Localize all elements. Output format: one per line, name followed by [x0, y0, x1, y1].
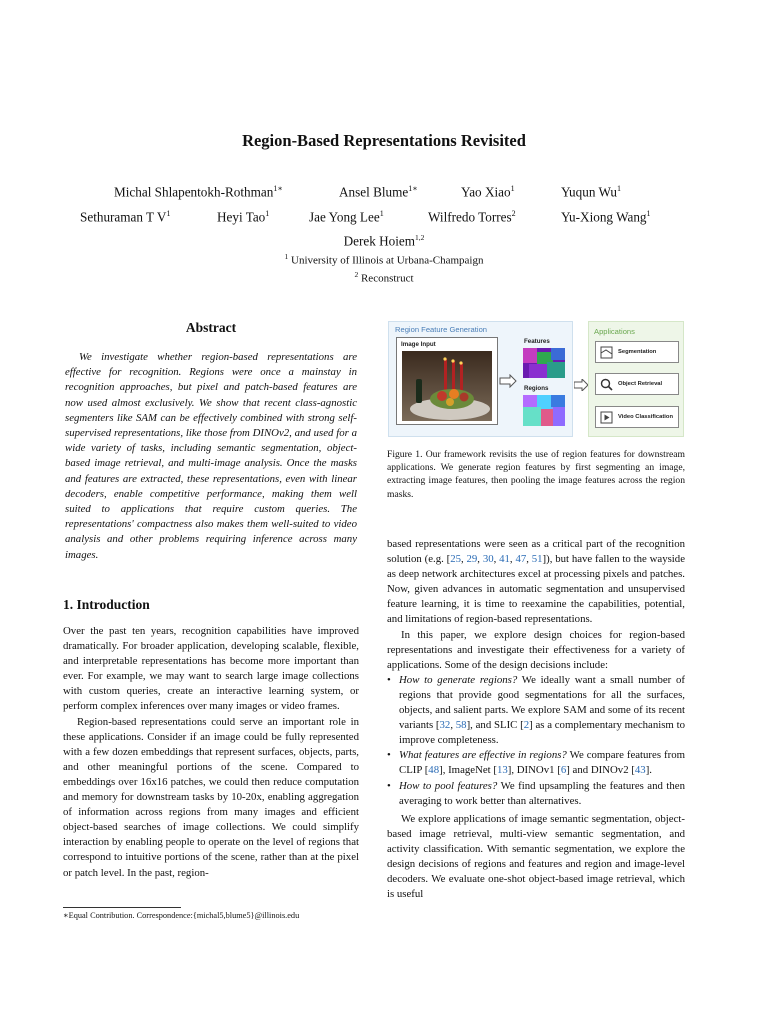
app-object-retrieval: Object Retrieval	[595, 373, 679, 395]
regions-label: Regions	[524, 385, 549, 392]
arrow-icon	[574, 379, 588, 391]
section-heading-introduction: 1. Introduction	[63, 597, 150, 612]
list-item: • How to generate regions? We ideally want a small number of regions that provide good segmentations for all the surfaces, objects, and salient parts. We explore SAM and some of its recent variants [32, 58], and SLIC [2] as a complementary mechanism to improve completeness.	[387, 673, 685, 747]
citation-link[interactable]: 6	[560, 764, 567, 777]
citation-link[interactable]: 41	[499, 553, 510, 566]
features-label: Features	[524, 338, 550, 345]
abstract-section	[63, 320, 359, 563]
author-9: Yu-Xiong Wang$^1$	[561, 209, 651, 225]
citation-link[interactable]: 51	[531, 553, 543, 566]
introduction-section	[63, 597, 359, 881]
author-8: Wilfredo Torres$^2$	[428, 209, 516, 225]
list-item: • What features are effective in regions? We compare features from CLIP [48], ImageNet [13], DINOv1 [6] and DINOv2 [43].	[387, 749, 685, 777]
regions-box	[521, 384, 567, 428]
list-item: • How to pool features? We find upsampling the features and then averaging to work better than alternatives.	[387, 779, 685, 807]
citation-link[interactable]: 13	[496, 764, 508, 777]
figure-1	[388, 321, 684, 437]
author-2: Ansel Blume$^{1∗}$	[339, 184, 418, 200]
intro-paragraph-3: based representations were seen as a critical part of the recognition solution (e.g. [25, 29, 30, 41, 47, 51]), but have fallen to the wayside as deep network architectures excel at processing pixels and patches. Now, given advances in automatic segmentation and unsupervised feature learning, it is time to reexamine the capabilities, potential, and limitations of region-based representations.	[387, 538, 685, 626]
affiliation-1: $^1$ University of Illinois at Urbana-Champaign	[284, 252, 484, 267]
citation-link[interactable]: 48	[428, 764, 440, 777]
affiliation-2: $^2$ Reconstruct	[354, 270, 414, 285]
citation-link[interactable]: 2	[523, 719, 530, 732]
play-icon	[600, 411, 613, 424]
intro-paragraph-1: Over the past ten years, recognition capabilities have improved dramatically. For broader application, developing scalable, flexible, and interpretable representations has become more important than ever. For example, we may want to search large image collections with custom queries, create an interactive learning system, or perform complex inferences over many images or video frames.	[63, 625, 359, 713]
design-decisions-list	[387, 673, 685, 809]
abstract-heading: Abstract	[185, 320, 237, 335]
search-icon	[600, 378, 613, 391]
citation-link[interactable]: 58	[455, 719, 467, 732]
applications-panel	[588, 321, 684, 437]
author-10: Derek Hoiem$^{1,2}$	[343, 233, 425, 249]
author-3: Yao Xiao$^1$	[461, 184, 515, 200]
arrow-icon	[499, 374, 517, 388]
intro-paragraph-4: In this paper, we explore design choices for region-based representations and investigate their effectiveness for a variety of applications. Some of the design decisions include:	[387, 628, 685, 671]
citation-link[interactable]: 43	[634, 764, 646, 777]
citation-link[interactable]: 32	[439, 719, 451, 732]
citation-link[interactable]: 47	[515, 553, 527, 566]
author-1: Michal Shlapentokh-Rothman$^{1∗}$	[114, 184, 283, 200]
panel-title-applications: Applications	[594, 327, 635, 336]
figure-1-caption: Figure 1. Our framework revisits the use of region features for downstream applications. We generate region features by first segmenting an image, extracting image features, then pooling the image features across the region masks.	[387, 449, 685, 500]
image-input-box	[396, 337, 498, 425]
author-4: Yuqun Wu$^1$	[561, 184, 622, 200]
features-box	[521, 337, 567, 379]
app-segmentation: Segmentation	[595, 341, 679, 363]
right-column-text	[387, 537, 685, 902]
region-feature-generation-panel	[388, 321, 573, 437]
author-7: Jae Yong Lee$^1$	[309, 209, 384, 225]
citation-link[interactable]: 29	[466, 553, 478, 566]
region-masks-icon	[523, 395, 565, 426]
input-photo-icon	[402, 351, 492, 421]
author-6: Heyi Tao$^1$	[217, 209, 270, 225]
segmentation-icon	[600, 346, 613, 359]
intro-paragraph-5: We explore applications of image semantic segmentation, object-based image retrieval, multi-view semantic segmentation, and activity classification. With semantic segmentation, we explore the design decisions of regions and features and region and image-level decoders. We evaluate one-shot object-based image retrieval, which is useful	[387, 812, 685, 901]
footnote: ∗Equal Contribution. Correspondence:{michal5,blume5}@illinois.edu	[63, 911, 300, 920]
app-video-classification: Video Classification	[595, 406, 679, 428]
abstract-text: We investigate whether region-based representations are effective for recognition. Regions were once a mainstay in recognition approaches, but pixel and patch-based features are now used almost exclusively. We show that recent class-agnostic segmenters like SAM can be effectively combined with strong self-supervised representations, like those from DINOv2, and used for a wide variety of tasks, including semantic segmentation, object-based image retrieval, and multi-image analysis. Once the masks and features are extracted, these representations, even with linear decoders, enable competitive performance, making them well suited to applications that require custom queries. The representations' compactness also makes them well-suited to video analysis and other problems requiring inference across many images.	[65, 351, 357, 561]
citation-link[interactable]: 25	[450, 553, 461, 566]
intro-paragraph-2: Region-based representations could serve an important role in these applications. Consider if an image could be fully represented with a few dozen embeddings that represent surfaces, objects, parts, and other meaningful portions of the scene. Compared to embeddings over 16x16 patches, we could then reduce computation and memory for downstream tasks by 10-20x, enabling aggregation of information across regions from many images and efficient object-based searches of image collections. We could simplify interaction by enabling people to operate on the level of regions that correspond to intuitive portions of the scene, rather than at the pixel or patch level. In the past, region-	[63, 715, 359, 879]
citation-link[interactable]: 30	[482, 553, 494, 566]
footnote-rule	[63, 907, 181, 908]
author-5: Sethuraman T $V^1$	[80, 209, 171, 225]
image-input-label: Image Input	[401, 341, 436, 348]
feature-map-icon	[523, 348, 565, 378]
panel-title-region-feature-generation: Region Feature Generation	[395, 325, 488, 334]
paper-title: Region-Based Representations Revisited	[242, 131, 526, 150]
